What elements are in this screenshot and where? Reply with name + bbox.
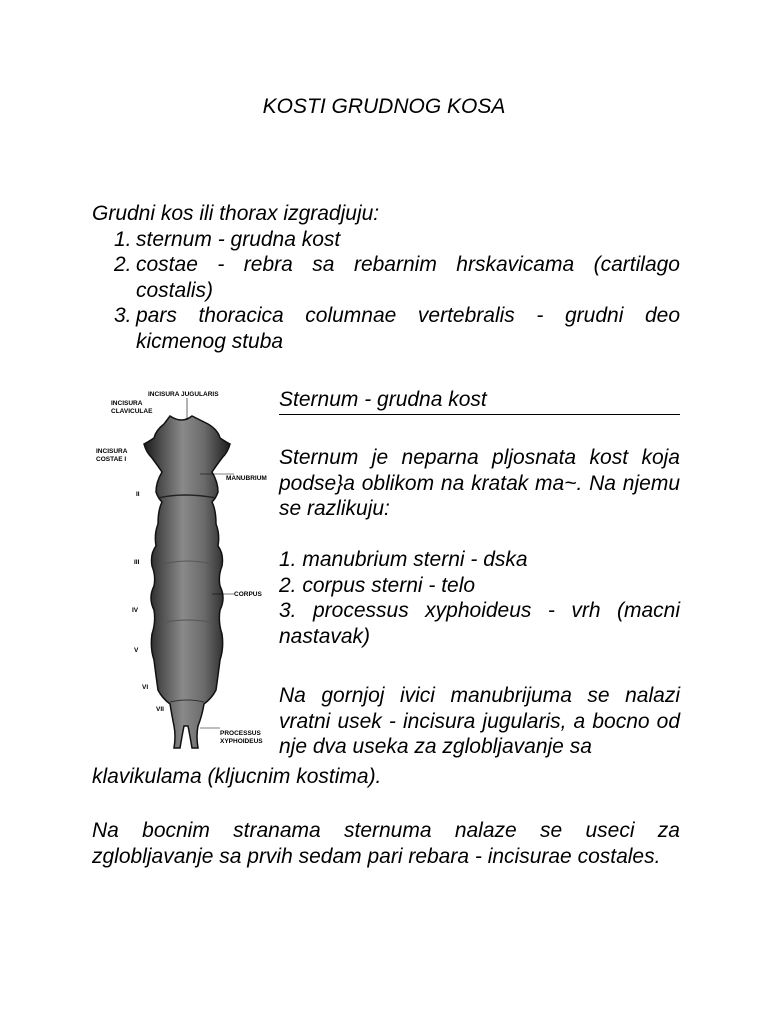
intro-lead: Grudni kos ili thorax izgradjuju: — [92, 202, 380, 225]
label-corpus: CORPUS — [234, 591, 262, 598]
list-item-number: 3. — [114, 304, 132, 327]
label-processus-1: PROCESSUS — [220, 730, 261, 737]
list-item-number: 1. — [114, 227, 132, 251]
intro-block — [92, 201, 680, 354]
page-title: KOSTI GRUDNOG KOSA — [262, 95, 506, 118]
list-item: 2. corpus sterni - telo — [279, 573, 476, 597]
paragraph-definition: Sternum je neparna pljosnata kost koja podse}a oblikom na kratak ma~. Na njemu se razlikuju: — [279, 446, 680, 520]
label-rib-vi: VI — [142, 684, 149, 691]
label-incisura-clav-2: CLAVICULAE — [111, 408, 153, 415]
list-item — [92, 303, 680, 354]
label-processus-2: XYPHOIDEUS — [220, 738, 263, 745]
paragraph-costal-notches: Na bocnim stranama sternuma nalaze se useci za zglobljavanje sa prvih sedam pari rebara - incisurae costales. — [92, 819, 680, 868]
label-incisura-cost-2: COSTAE I — [96, 456, 127, 463]
label-rib-iii: III — [134, 559, 140, 566]
label-incisura-clav-1: INCISURA — [111, 400, 143, 407]
list-item-text: sternum - grudna kost — [136, 227, 341, 251]
intro-list — [92, 227, 680, 355]
label-rib-ii: II — [136, 491, 140, 498]
label-rib-vii: VII — [156, 706, 164, 713]
list-item-text: pars thoracica columnae vertebralis - grudni deo kicmenog stuba — [136, 304, 680, 353]
label-incisura-cost-1: INCISURA — [96, 448, 128, 455]
list-item-text: costae - rebra sa rebarnim hrskavicama (cartilago costalis) — [136, 253, 680, 302]
sternum-parts-list — [279, 547, 680, 649]
label-rib-iv: IV — [132, 607, 139, 614]
list-item: 3. processus xyphoideus - vrh (macni nastavak) — [279, 599, 680, 648]
label-rib-v: V — [134, 647, 139, 654]
paragraph-incisura: Na gornjoj ivici manubrijuma se nalazi vratni usek - incisura jugularis, a bocno od nje dva useka za zglobljavanje sa — [279, 684, 680, 758]
label-incisura-jugularis: INCISURA JUGULARIS — [148, 391, 219, 398]
paragraph-incisura-end: klavikulama (kljucnim kostima). — [92, 765, 382, 788]
label-manubrium: MANUBRIUM — [226, 475, 267, 482]
list-item-number: 2. — [114, 253, 132, 276]
list-item: 1. manubrium sterni - dska — [279, 548, 528, 571]
list-item — [92, 252, 680, 303]
sternum-illustration — [92, 386, 272, 758]
list-item — [92, 227, 680, 253]
section-heading: Sternum - grudna kost — [279, 387, 680, 415]
sternum-bone-shape — [144, 416, 230, 748]
